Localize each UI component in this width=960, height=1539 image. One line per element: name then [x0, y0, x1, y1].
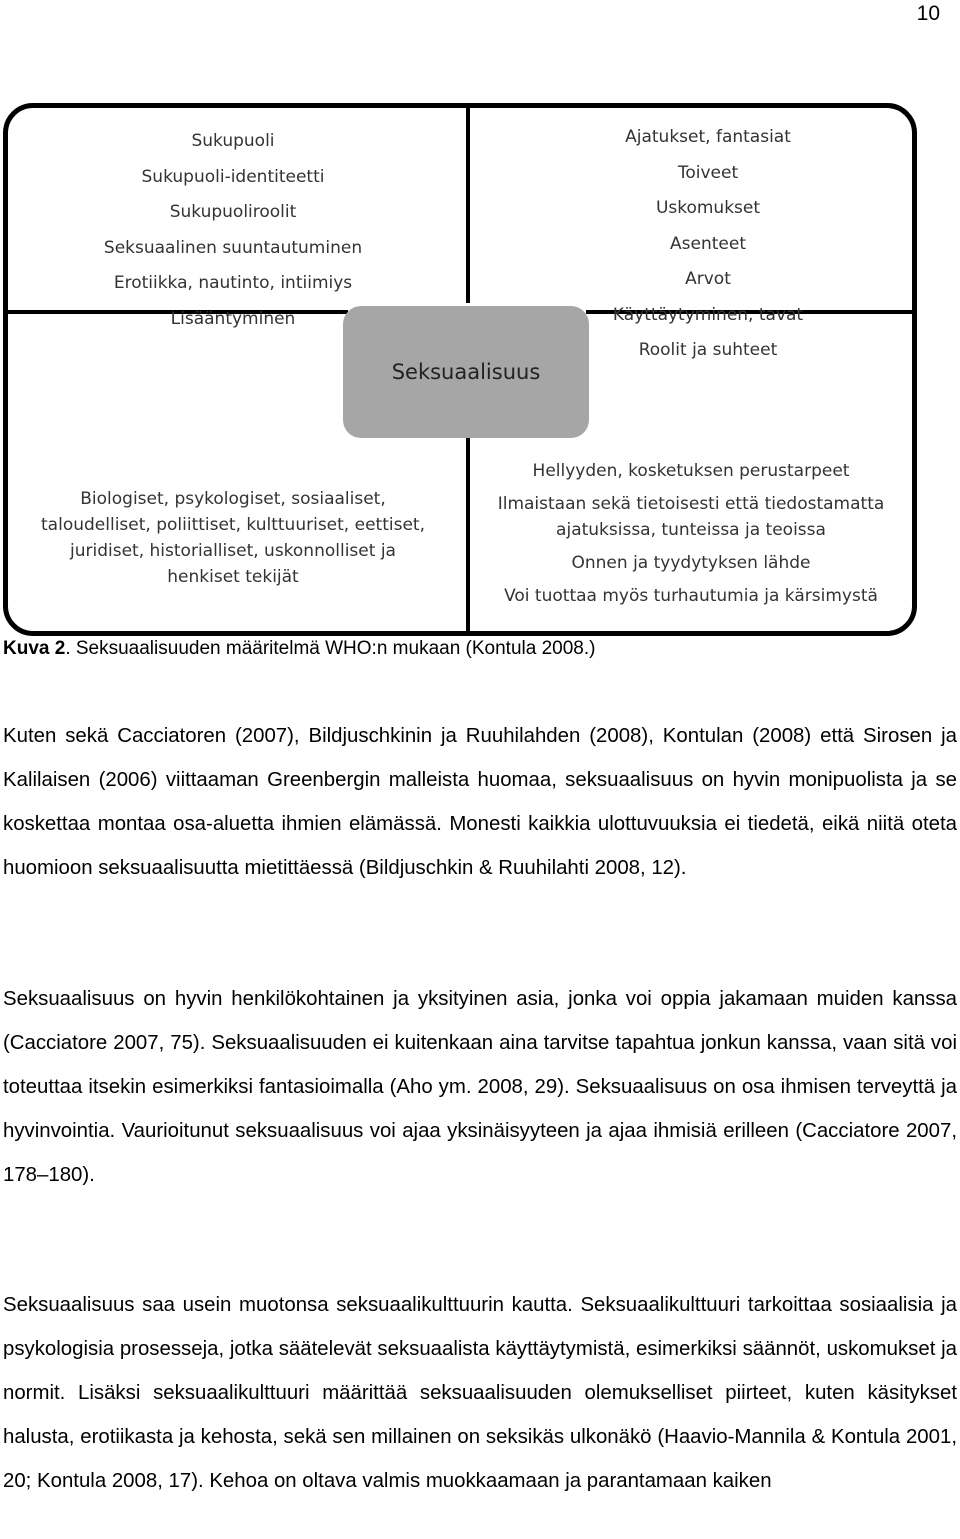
quadrant-item: Asenteet	[670, 233, 746, 254]
quadrant-item: henkiset tekijät	[167, 567, 299, 587]
center-label: Seksuaalisuus	[391, 360, 541, 384]
quadrant-bottom-left	[8, 486, 458, 590]
quadrant-item: Ajatukset, fantasiat	[625, 127, 791, 147]
quadrant-item: juridiset, historialliset, uskonnolliset ja	[70, 541, 396, 561]
quadrant-item: Sukupuoliroolit	[169, 202, 297, 222]
quadrant-item: Käyttäytyminen, tavat	[612, 304, 804, 325]
quadrant-item: Roolit ja suhteet	[638, 340, 778, 360]
quadrant-item: Biologiset, psykologiset, sosiaaliset,	[80, 489, 386, 509]
quadrant-item: Erotiikka, nautinto, intiimiys	[113, 273, 353, 293]
quadrant-item: Sukupuoli-identiteetti	[141, 166, 325, 187]
quadrant-item: Uskomukset	[655, 198, 761, 218]
page-number: 10	[916, 2, 940, 25]
quadrant-item: Hellyyden, kosketuksen perustarpeet	[532, 461, 850, 481]
divider-vertical-bottom	[466, 438, 470, 636]
quadrant-item: Onnen ja tyydytyksen lähde	[571, 553, 811, 573]
paragraph: Seksuaalisuus saa usein muotonsa seksuaalikulttuurin kautta. Seksuaalikulttuuri tarkoittaa sosiaalisia ja psykologisia prosesseja, jotka säätelevät seksuaalista käyttäytymistä, esimerkiksi säännöt, uskomukset ja normit. Lisäksi seksuaalikulttuuri määrittää seksuaalisuuden olemukselliset piirteet, kuten käsitykset halusta, erotiikasta ja kehosta, sekä sen millainen on seksikäs ulkonäkö (Haavio-Mannila & Kontula 2001, 20; Kontula 2008, 17). Kehoa on oltava valmis muokkaamaan ja parantamaan kaiken	[3, 1294, 957, 1492]
quadrant-item: Seksuaalinen suuntautuminen	[103, 237, 363, 258]
quadrant-item: ajatuksissa, tunteissa ja teoissa	[556, 520, 826, 540]
quadrant-item: taloudelliset, poliittiset, kulttuuriset, eettiset,	[41, 515, 425, 535]
quadrant-bottom-right	[471, 458, 911, 609]
quadrant-item: Voi tuottaa myös turhautumia ja kärsimystä	[504, 586, 878, 606]
center-label-box	[343, 306, 589, 438]
quadrant-item: Toiveet	[677, 162, 739, 183]
quadrant-item: Ilmaistaan sekä tietoisesti että tiedostamatta	[497, 494, 885, 514]
paragraph: Seksuaalisuus on hyvin henkilökohtainen ja yksityinen asia, jonka voi oppia jakamaan muiden kanssa (Cacciatore 2007, 75). Seksuaalisuuden ei kuitenkaan aina tarvitse tapahtua jonkun kanssa, vaan sitä voi toteuttaa itsekin esimerkiksi fantasioimalla (Aho ym. 2008, 29). Seksuaalisuus on osa ihmisen terveyttä ja hyvinvointia. Vaurioitunut seksuaalisuus voi ajaa yksinäisyyteen ja ajaa ihmisiä erilleen (Cacciatore 2007, 178–180).	[3, 988, 957, 1186]
figure-caption	[3, 638, 595, 660]
caption-text: . Seksuaalisuuden määritelmä WHO:n mukaan (Kontula 2008.)	[65, 638, 596, 659]
sexuality-definition-figure	[3, 103, 917, 636]
quadrant-item: Lisääntyminen	[170, 308, 296, 329]
quadrant-top-left	[68, 124, 398, 337]
paragraph: Kuten sekä Cacciatoren (2007), Bildjuschkinin ja Ruuhilahden (2008), Kontulan (2008) että Sirosen ja Kalilaisen (2006) viittaaman Greenbergin malleista huomaa, seksuaalisuus on hyvin monipuolista ja se koskettaa montaa osa-aluetta ihmien elämässä. Monesti kaikkia ulottuvuuksia ei tiedetä, eikä niitä oteta huomioon seksuaalisuutta mietittäessä (Bildjuschkin & Ruuhilahti 2008, 12).	[3, 725, 957, 879]
caption-label: Kuva 2	[3, 638, 66, 659]
quadrant-item: Arvot	[685, 269, 731, 289]
divider-vertical-top	[466, 108, 470, 303]
quadrant-item: Sukupuoli	[191, 131, 275, 151]
